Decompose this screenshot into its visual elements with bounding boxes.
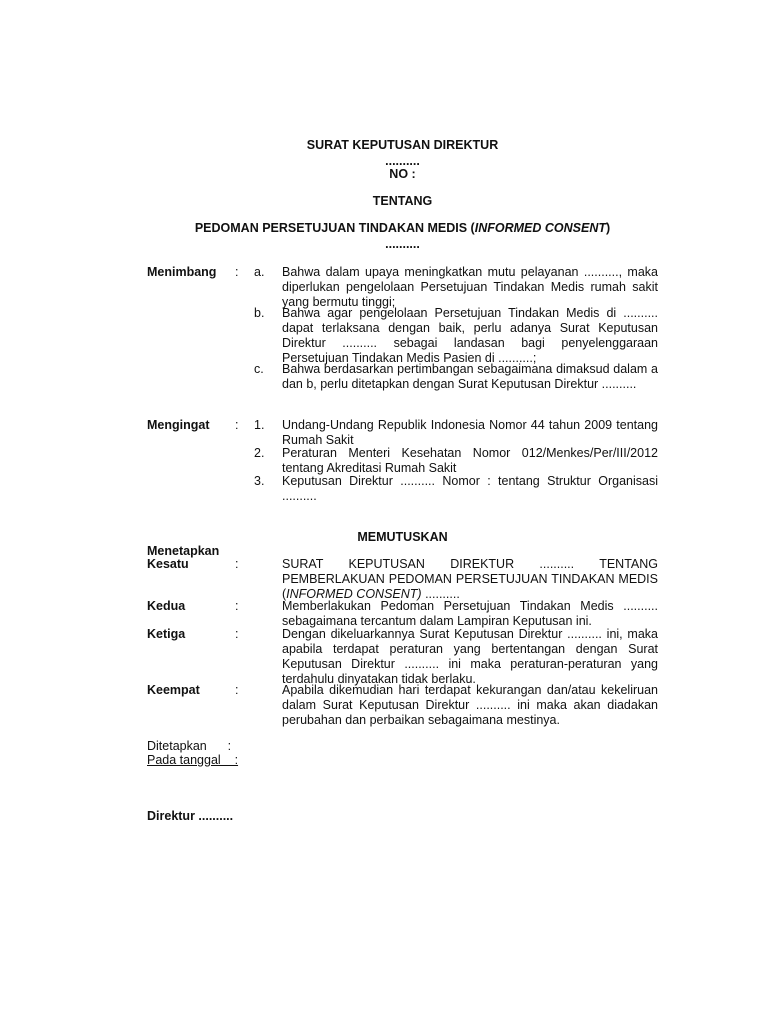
decision-text: Apabila dikemudian hari terdapat kekurangan dan/atau kekeliruan dalam Surat Keputusan Direktur .......... ini maka akan diadakan perubahan dan perbaikan sebagaimana mestinya. <box>282 683 658 727</box>
mengingat-item-1: Undang-Undang Republik Indonesia Nomor 44 tahun 2009 tentang Rumah Sakit <box>282 418 658 447</box>
mengingat-colon: : <box>235 418 239 432</box>
mengingat-item-2: Peraturan Menteri Kesehatan Nomor 012/Menkes/Per/III/2012 tentang Akreditasi Rumah Sakit <box>282 446 658 475</box>
ditetapkan-line: Ditetapkan : <box>147 739 232 753</box>
document-number: NO : <box>389 167 416 181</box>
document-title: SURAT KEPUTUSAN DIREKTUR <box>306 138 499 152</box>
item-number: a. <box>254 265 265 279</box>
decision-text: Memberlakukan Pedoman Persetujuan Tindakan Medis .......... sebagaimana tercantum dalam Lampiran Keputusan ini. <box>282 599 658 628</box>
decision-colon: : <box>235 627 239 641</box>
title-dots: .......... <box>385 154 420 168</box>
menimbang-item-b: Bahwa agar pengelolaan Persetujuan Tindakan Medis di .......... dapat terlaksana dengan baik, perlu adanya Surat Keputusan Direktur .......... sebagai landasan bagi penyelenggaraan Persetujuan Tindakan Medis Pasien di ..........; <box>282 306 658 365</box>
decision-label: Keempat <box>147 683 200 697</box>
decision-colon: : <box>235 683 239 697</box>
mengingat-label: Mengingat <box>147 418 210 432</box>
decision-label: Kesatu <box>147 557 189 571</box>
decision-label: Kedua <box>147 599 186 613</box>
item-number: c. <box>254 362 264 376</box>
menimbang-item-a: Bahwa dalam upaya meningkatkan mutu pelayanan .........., maka diperlukan pengelolaan Persetujuan Tindakan Medis rumah sakit yang bermutu tinggi; <box>282 265 658 309</box>
item-number: b. <box>254 306 265 320</box>
decision-colon: : <box>235 557 239 571</box>
decision-text: Dengan dikeluarkannya Surat Keputusan Direktur .......... ini, maka apabila terdapat peraturan yang bertentangan dengan Surat Keputusan Direktur .......... ini maka peraturan-peraturan yang terdahulu dinyatakan tidak berlaku. <box>282 627 658 686</box>
direktur-signature: Direktur .......... <box>147 809 234 823</box>
item-number: 2. <box>254 446 265 460</box>
decision-text: SURAT KEPUTUSAN DIREKTUR .......... TENTANG PEMBERLAKUAN PEDOMAN PERSETUJUAN TINDAKAN MEDIS (INFORMED CONSENT) .......... <box>282 557 658 601</box>
document-subject: PEDOMAN PERSETUJUAN TINDAKAN MEDIS (INFORMED CONSENT) <box>194 221 611 235</box>
memutuskan-heading: MEMUTUSKAN <box>357 530 448 544</box>
pada-tanggal-line: Pada tanggal : <box>147 753 239 767</box>
decision-colon: : <box>235 599 239 613</box>
subject-dots: .......... <box>385 237 420 251</box>
menimbang-item-c: Bahwa berdasarkan pertimbangan sebagaimana dimaksud dalam a dan b, perlu ditetapkan dengan Surat Keputusan Direktur .......... <box>282 362 658 391</box>
decision-label: Ketiga <box>147 627 186 641</box>
tentang-heading: TENTANG <box>372 194 433 208</box>
item-number: 3. <box>254 474 265 488</box>
menimbang-label: Menimbang <box>147 265 217 279</box>
subject-italic: INFORMED CONSENT <box>474 221 606 235</box>
mengingat-item-3: Keputusan Direktur .......... Nomor : tentang Struktur Organisasi .......... <box>282 474 658 503</box>
item-number: 1. <box>254 418 265 432</box>
menimbang-colon: : <box>235 265 239 279</box>
menetapkan-label: Menetapkan <box>147 544 220 558</box>
